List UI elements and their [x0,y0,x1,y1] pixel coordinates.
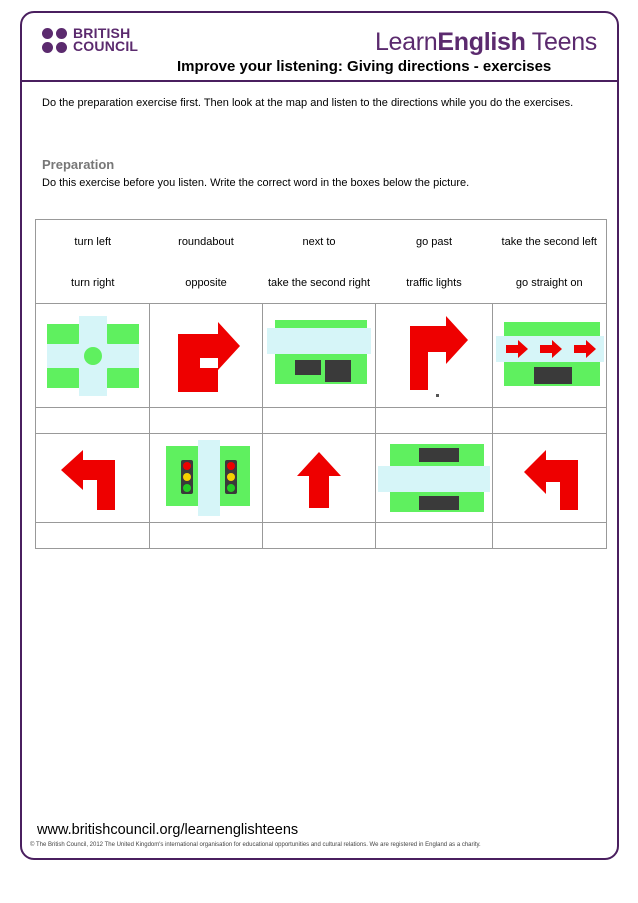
logo-dots-icon [42,28,67,53]
take-second-right-icon [384,314,484,398]
take-second-left-icon [43,442,143,514]
answer-box[interactable] [263,523,376,549]
footer-copyright: © The British Council, 2012 The United Kingdom's international organisation for educational opportunities and cultural relations. We are registered in England as a charity. [30,842,481,848]
answer-box[interactable] [36,523,150,549]
picture-cell [150,434,263,523]
answer-box[interactable] [36,408,150,434]
picture-cell [263,304,376,408]
answer-box[interactable] [376,408,493,434]
brand-learn: Learn [374,28,438,56]
picture-cell [376,304,493,408]
page-title: Improve your listening: Giving directions - exercises [177,58,552,75]
picture-cell [150,304,263,408]
opposite-icon [378,440,490,516]
turn-right-arrow-icon [156,316,256,396]
logo-line2: COUNCIL [73,38,139,54]
preparation-instruction: Do this exercise before you listen. Write the correct word in the boxes below the picture. [42,177,470,189]
next-to-icon [267,316,371,396]
answer-box[interactable] [150,523,263,549]
go-past-icon [496,320,604,392]
turn-left-arrow-icon [500,442,600,514]
traffic-lights-icon [156,440,256,516]
roundabout-icon [43,316,143,396]
word-opposite: opposite [150,264,263,304]
picture-cell [36,434,150,523]
word-go-past: go past [376,220,493,264]
word-take-second-left: take the second left [493,220,607,264]
footer-url[interactable]: www.britishcouncil.org/learnenglishteens [37,822,299,838]
word-turn-left: turn left [36,220,150,264]
intro-text: Do the preparation exercise first. Then look at the map and listen to the directions while you do the exercises. [42,97,574,109]
header-rule [20,80,619,82]
word-go-straight-on: go straight on [493,264,607,304]
word-traffic-lights: traffic lights [376,264,493,304]
picture-cell [36,304,150,408]
answer-box[interactable] [493,523,607,549]
word-next-to: next to [263,220,376,264]
preparation-heading: Preparation [42,157,115,172]
brand-teens: Teens [525,28,597,56]
picture-cell [493,434,607,523]
word-take-second-right: take the second right [263,264,376,304]
picture-cell [493,304,607,408]
logo-line1: BRITISH [73,25,131,41]
brand-english: English [437,28,526,56]
go-straight-on-icon [269,442,369,514]
answer-box[interactable] [150,408,263,434]
exercise-table [35,219,607,549]
picture-cell [376,434,493,523]
answer-box[interactable] [493,408,607,434]
picture-cell [263,434,376,523]
learnenglish-teens-brand [375,28,597,57]
word-roundabout: roundabout [150,220,263,264]
answer-box[interactable] [376,523,493,549]
answer-box[interactable] [263,408,376,434]
word-turn-right: turn right [36,264,150,304]
british-council-logo [42,27,138,53]
